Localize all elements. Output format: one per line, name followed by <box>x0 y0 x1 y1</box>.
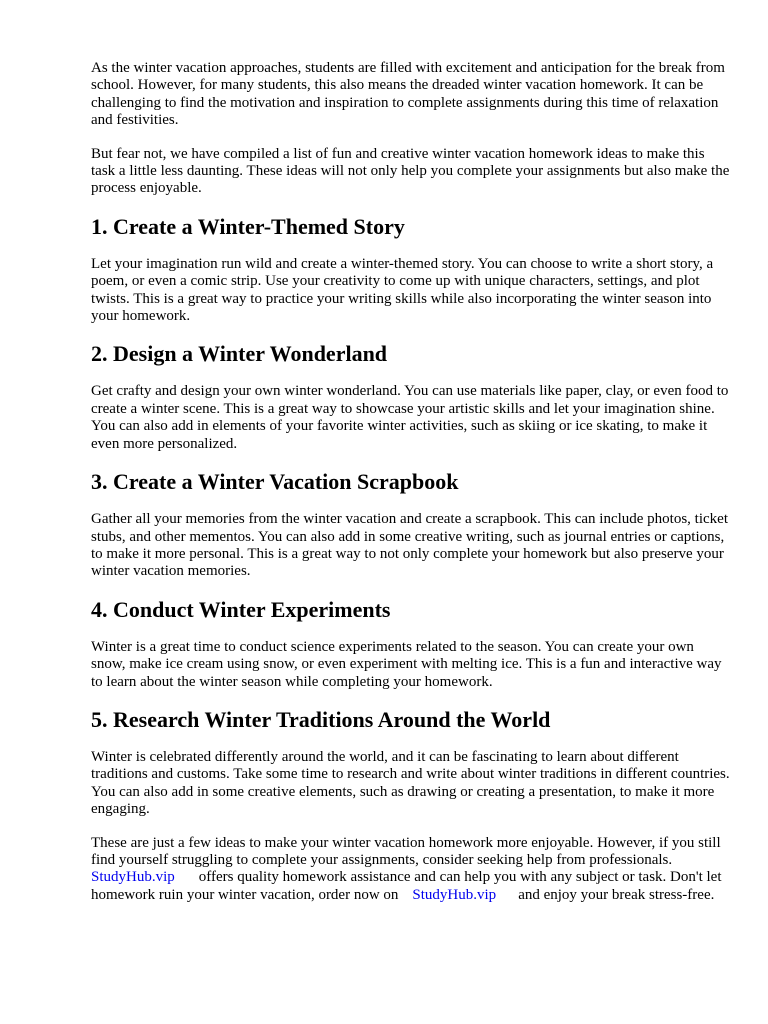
section-1 <box>91 214 731 326</box>
section-1-heading: 1. Create a Winter-Themed Story <box>91 213 405 239</box>
section-4-body: Winter is a great time to conduct science experiments related to the season. You can create your own snow, make ice cream using snow, or even experiment with melting ice. This is a fun and interactive way to learn about the winter season while completing your homework. <box>91 638 722 690</box>
section-5-body: Winter is celebrated differently around the world, and it can be fascinating to learn about different traditions and customs. Take some time to research and write about winter traditions in different countries. You can also add in some creative elements, such as drawing or creating a presentation, to make it more engaging. <box>91 748 730 818</box>
section-2 <box>91 341 731 453</box>
section-5-heading: 5. Research Winter Traditions Around the World <box>91 706 551 732</box>
section-3 <box>91 469 731 581</box>
section-2-body: Get crafty and design your own winter wonderland. You can use materials like paper, clay, or even food to create a winter scene. This is a great way to showcase your artistic skills and let your imagination shine. You can also add in elements of your favorite winter activities, such as skiing or ice skating, to make it even more personalized. <box>91 383 729 452</box>
studyhub-link-2[interactable]: StudyHub.vip <box>412 886 497 903</box>
section-2-heading: 2. Design a Winter Wonderland <box>91 341 388 367</box>
section-1-body: Let your imagination run wild and create a winter-themed story. You can choose to write a short story, a poem, or even a comic strip. Use your creativity to come up with unique characters, settings, and plot twists. This is a great way to practice your writing skills while also incorporating the winter season into your homework. <box>91 255 714 325</box>
intro-paragraph-2: But fear not, we have compiled a list of fun and creative winter vacation homework ideas to make this task a little less daunting. These ideas will not only help you complete your assignments but also make the process enjoyable. <box>91 145 730 197</box>
section-5 <box>91 707 731 819</box>
closing-text-2: offers quality homework assistance and can help you with any subject or task. Don't let homework ruin your winter vacation, order now on <box>91 869 722 903</box>
closing-paragraph <box>91 835 731 905</box>
closing-text-3: and enjoy your break stress-free. <box>518 886 715 903</box>
section-4 <box>91 597 731 691</box>
intro-paragraph-1: As the winter vacation approaches, students are filled with excitement and anticipation for the break from school. However, for many students, this also means the dreaded winter vacation homework. It can be challenging to find the motivation and inspiration to complete assignments during this time of relaxation and festivities. <box>91 60 725 129</box>
closing-text-1: These are just a few ideas to make your winter vacation homework more enjoyable. However, if you still find yourself struggling to complete your assignments, consider seeking help from professionals. <box>91 834 721 868</box>
section-4-heading: 4. Conduct Winter Experiments <box>91 596 391 622</box>
section-3-heading: 3. Create a Winter Vacation Scrapbook <box>91 469 459 495</box>
section-3-body: Gather all your memories from the winter vacation and create a scrapbook. This can include photos, ticket stubs, and other mementos. You can also add in some creative writing, such as journal entries or captions, to make it more personal. This is a great way to not only complete your homework but also preserve your winter vacation memories. <box>91 511 729 580</box>
studyhub-link-1[interactable]: StudyHub.vip <box>91 869 175 886</box>
document-page <box>91 60 731 904</box>
